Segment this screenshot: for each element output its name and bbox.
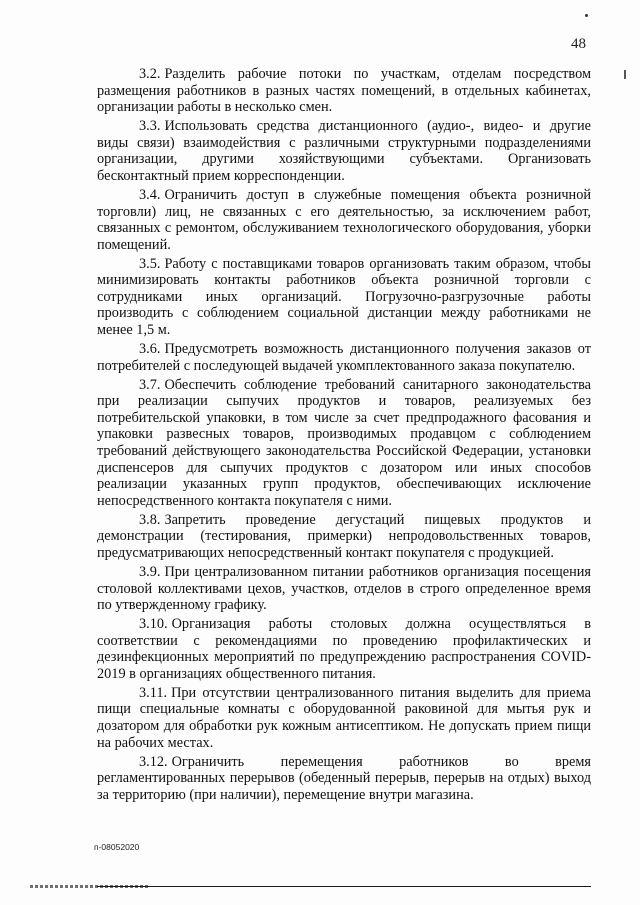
paragraph-text: Разделить рабочие потоки по участкам, отделам посредством размещения работников в разных частях помещений, в отдельных кабинетах, организации работы в несколько смен. [97, 66, 591, 116]
paragraph-number: 3.11. [139, 684, 168, 701]
paragraph-number: 3.6. [139, 341, 161, 358]
paragraph-3-4 [97, 187, 591, 253]
paragraph-3-3 [97, 118, 591, 184]
paragraph-3-2 [97, 66, 591, 116]
paragraph-text: Работу с поставщиками товаров организовать таким образом, чтобы минимизировать контакты работников объекта розничной торговли с сотрудниками иных организаций. Погрузочно-разгрузочные работы производить с соблюдением социальной дистанции между работниками не менее 1,5 м. [97, 255, 591, 339]
paragraph-number: 3.12. [139, 753, 168, 770]
scan-edge-mark [624, 70, 626, 79]
document-body [97, 66, 591, 806]
paragraph-text: Ограничить доступ в служебные помещения объекта розничной торговли) лиц, не связанных с его деятельностью, за исключением работ, связанных с ремонтом, обслуживанием технологического оборудования, уборки помещений. [97, 186, 591, 253]
paragraph-number: 3.10. [139, 616, 168, 633]
paragraph-text: Ограничить перемещения работников во время регламентированных перерывов (обеденный перерыв, перерыв на отдых) выход за территорию (при наличии), перемещение внутри магазина. [97, 753, 591, 803]
paragraph-3-5 [97, 256, 591, 339]
paragraph-3-12 [97, 754, 591, 804]
paragraph-text: Обеспечить соблюдение требований санитарного законодательства при реализации сыпучих продуктов и товаров, реализуемых без потребительской упаковки, в том числе за счет предпродажного фасования и упаковки развесных товаров, производимых продавцом с соблюдением требований действующего законодательства Российской Федерации, установки диспенсеров для сыпучих продуктов с дозатором или иных способов реализации указанных групп продуктов, обеспечивающих исключение непосредственного контакта покупателя с ними. [97, 376, 591, 509]
paragraph-text: При централизованном питании работников организация посещения столовой коллективами цехов, участков, отделов в строго определенное время по утвержденному графику. [97, 563, 591, 614]
paragraph-number: 3.3. [139, 118, 161, 135]
paragraph-3-6 [97, 341, 591, 374]
paragraph-3-8 [97, 512, 591, 562]
paragraph-text: При отсутствии централизованного питания выделить для приема пищи специальные комнаты с оборудованной раковиной для мытья рук и дозатором для обработки рук кожным антисептиком. Не допускать прием пищи на рабочих местах. [97, 684, 591, 751]
page-number: 48 [571, 36, 586, 52]
scan-speck [585, 14, 588, 17]
paragraph-number: 3.2. [139, 66, 161, 82]
paragraph-number: 3.5. [139, 255, 161, 272]
paragraph-3-7 [97, 377, 591, 510]
paragraph-3-10 [97, 616, 591, 682]
paragraph-3-11 [97, 685, 591, 751]
document-code: п-08052020 [94, 842, 140, 852]
paragraph-text: Использовать средства дистанционного (аудио-, видео- и другие виды связи) взаимодействия с различными структурными подразделениями организации, другими хозяйствующими субъектами. Организовать бесконтактный прием корреспонденции. [97, 118, 591, 184]
bottom-rule [97, 886, 591, 887]
paragraph-number: 3.7. [139, 376, 161, 393]
paragraph-3-9 [97, 564, 591, 614]
paragraph-number: 3.9. [139, 563, 161, 580]
paragraph-number: 3.8. [139, 511, 161, 528]
paragraph-number: 3.4. [139, 186, 161, 203]
paragraph-text: Запретить проведение дегустаций пищевых продуктов и демонстрации (тестирования, примерки) непродовольственных товаров, предусматривающих непосредственный контакт покупателя с продукцией. [97, 511, 591, 561]
paragraph-text: Предусмотреть возможность дистанционного получения заказов от потребителей с последующей выдачей укомплектованного заказа покупателю. [97, 341, 591, 374]
paragraph-text: Организация работы столовых должна осуществляться в соответствии с рекомендациями по проведению профилактических и дезинфекционных мероприятий по предупреждению распространения COVID-2019 в организациях общественного питания. [97, 616, 591, 682]
